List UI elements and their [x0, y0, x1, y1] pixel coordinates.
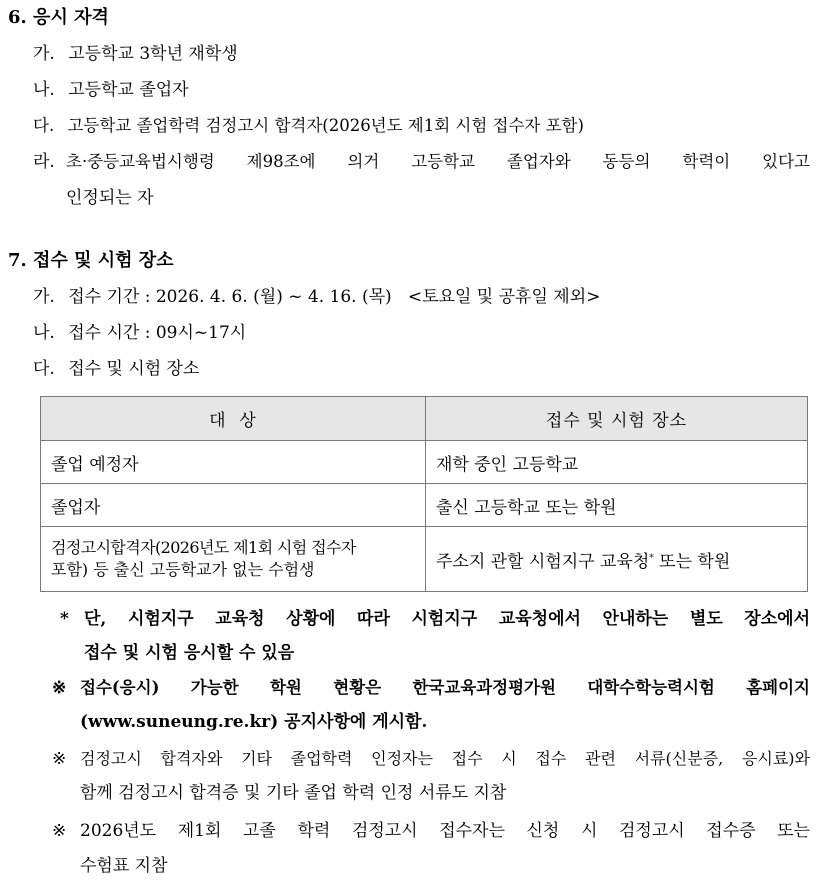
table-cell-target: 졸업자: [41, 484, 426, 527]
list-marker: 라.: [33, 152, 55, 172]
table-row: [41, 527, 808, 592]
note-reference-mark: ※: [52, 749, 67, 769]
section-7-heading: 7. 접수 및 시험 장소: [8, 250, 174, 271]
table-cell-target: 졸업 예정자: [41, 441, 426, 484]
list-item: [33, 115, 584, 137]
table-cell-target-line2: 포함) 등 출신 고등학교가 없는 수험생: [51, 560, 315, 579]
note-text-line: 접수(응시) 가능한 학원 현황은 한국교육과정평가원 대학수학능력시험 홈페이지: [80, 678, 810, 697]
note-text-line: (www.suneung.re.kr) 공지사항에 게시함.: [80, 712, 428, 732]
list-item-text: 접수 기간 : 2026. 4. 6. (월) ~ 4. 16. (목) <토요일 및 공휴일 제외>: [68, 287, 601, 307]
table-header-row: [41, 397, 808, 441]
list-item: [33, 322, 246, 344]
note-reference-mark: ※: [52, 821, 67, 841]
note-reference-mark: ※: [52, 678, 67, 698]
section-6-heading: 6. 응시 자격: [8, 7, 109, 28]
table-header-place: 접수 및 시험 장소: [426, 397, 808, 441]
list-marker: 다.: [33, 359, 55, 379]
place-text: 주소지 관할 시험지구 교육청: [436, 551, 650, 572]
list-item-text: 접수 시간 : 09시~17시: [68, 323, 247, 343]
list-marker: 나.: [33, 80, 55, 100]
note-text-line: 접수 및 시험 응시할 수 있음: [84, 643, 295, 663]
list-item-text: 고등학교 졸업자: [68, 80, 189, 100]
list-item: [33, 43, 238, 65]
venue-table: [40, 396, 808, 592]
footnote-asterisk: *: [649, 552, 654, 563]
note-text-line: 단, 시험지구 교육청 상황에 따라 시험지구 교육청에서 안내하는 별도 장소에서: [84, 609, 810, 629]
note-text-line: 검정고시 합격자와 기타 졸업학력 인정자는 접수 시 접수 관련 서류(신분증, 응시료)와: [80, 749, 810, 768]
table-cell-place: [426, 527, 808, 592]
list-item-text: 초·중등교육법시행령 제98조에 의거 고등학교 졸업자와 동등의 학력이 있다고: [66, 152, 810, 171]
list-marker: 나.: [33, 323, 55, 343]
table-row: [41, 484, 808, 527]
list-item-marker-row: [33, 151, 55, 173]
list-marker: 가.: [33, 287, 55, 307]
table-row: [41, 441, 808, 484]
list-item: [33, 79, 189, 101]
list-item-text: 고등학교 3학년 재학생: [68, 44, 238, 64]
table-header-target: 대 상: [41, 397, 426, 441]
note-asterisk-mark: *: [60, 609, 69, 629]
list-item: [33, 358, 199, 380]
table-cell-target-line1: 검정고시합격자(2026년도 제1회 시험 접수자: [51, 538, 356, 557]
note-text-line: 수험표 지참: [80, 856, 168, 876]
table-cell-place: 출신 고등학교 또는 학원: [426, 484, 808, 527]
list-item-text: 접수 및 시험 장소: [68, 359, 200, 379]
note-text-line: 함께 검정고시 합격증 및 기타 졸업 학력 인정 서류도 지참: [80, 783, 507, 803]
list-marker: 가.: [33, 44, 55, 64]
note-text-line: 2026년도 제1회 고졸 학력 검정고시 접수자는 신청 시 검정고시 접수증 또는: [80, 821, 810, 841]
list-item-text: 고등학교 졸업학력 검정고시 합격자(2026년도 제1회 시험 접수자 포함): [67, 116, 584, 135]
list-item: [33, 286, 600, 308]
list-marker: 다.: [33, 116, 55, 135]
table-cell-place: 재학 중인 고등학교: [426, 441, 808, 484]
table-cell-target: [41, 527, 426, 592]
list-item-text-continued: 인정되는 자: [66, 188, 154, 208]
place-text-suffix: 또는 학원: [653, 551, 731, 572]
